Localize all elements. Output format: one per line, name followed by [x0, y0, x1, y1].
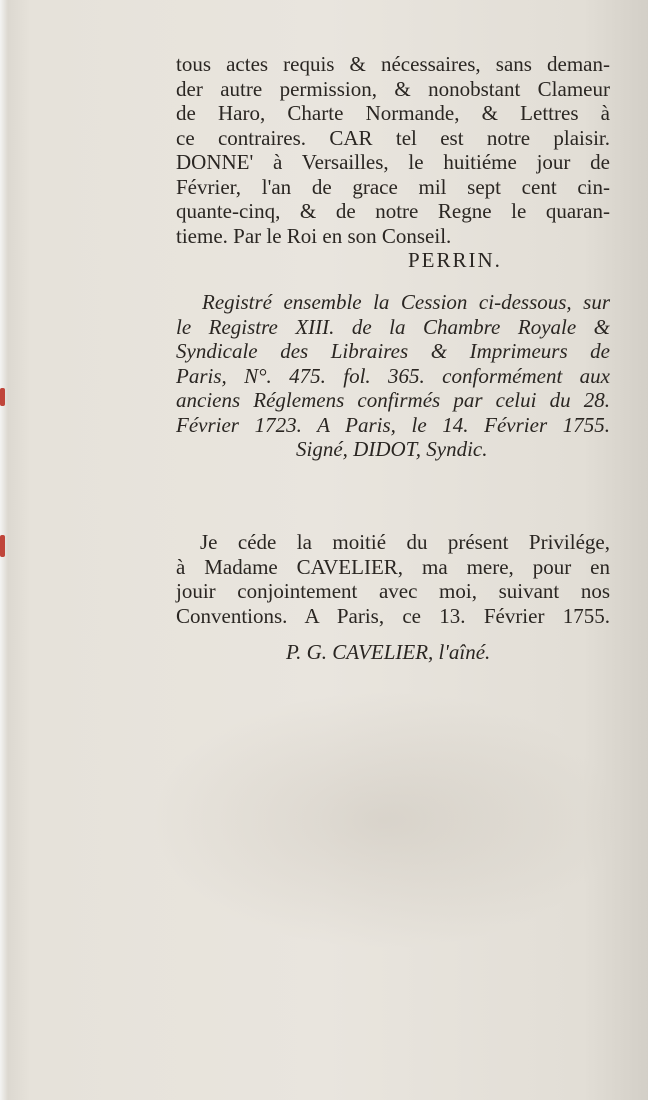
text-line: tieme. Par le Roi en son Conseil.: [176, 223, 452, 248]
privilege-text-block: [176, 52, 610, 273]
red-edge-mark: [0, 535, 5, 557]
signature-cavelier: P. G. CAVELIER, l'aîné.: [286, 640, 491, 664]
text-line: ce contraires. CAR tel est notre plaisir.: [176, 125, 610, 150]
text-line: Je céde la moitié du présent Privilége,: [200, 530, 610, 554]
text-line: Paris, N°. 475. fol. 365. conformément aux: [176, 363, 610, 388]
text-line: Registré ensemble la Cession ci-dessous, sur: [202, 290, 610, 314]
text-line: Février, l'an de grace mil sept cent cin-: [176, 174, 610, 199]
text-line: anciens Réglemens confirmés par celui du 28.: [176, 388, 610, 412]
text-line: à Madame CAVELIER, ma mere, pour en: [176, 554, 610, 579]
cession-text-block: [176, 530, 610, 665]
text-line: Conventions. A Paris, ce 13. Février 1755.: [176, 603, 610, 628]
text-line: DONNE' à Versailles, le huitiéme jour de: [176, 150, 610, 174]
text-line: jouir conjointement avec moi, suivant nos: [176, 579, 610, 603]
red-edge-mark: [0, 388, 5, 406]
text-line: tous actes requis & nécessaires, sans deman-: [176, 52, 610, 76]
signature-perrin: PERRIN.: [408, 248, 502, 272]
text-line: le Registre XIII. de la Chambre Royale &: [176, 314, 610, 339]
text-line: Syndicale des Libraires & Imprimeurs de: [176, 339, 610, 363]
text-line: Février 1723. A Paris, le 14. Février 1755.: [176, 412, 610, 437]
registration-text-block: [176, 290, 610, 462]
signature-didot: Signé, DIDOT, Syndic.: [296, 437, 488, 461]
bleed-through-shadow: [150, 690, 620, 950]
text-line: quante-cinq, & de notre Regne le quaran-: [176, 199, 610, 223]
text-line: der autre permission, & nonobstant Clameur: [176, 76, 610, 101]
text-line: de Haro, Charte Normande, & Lettres à: [176, 101, 610, 125]
